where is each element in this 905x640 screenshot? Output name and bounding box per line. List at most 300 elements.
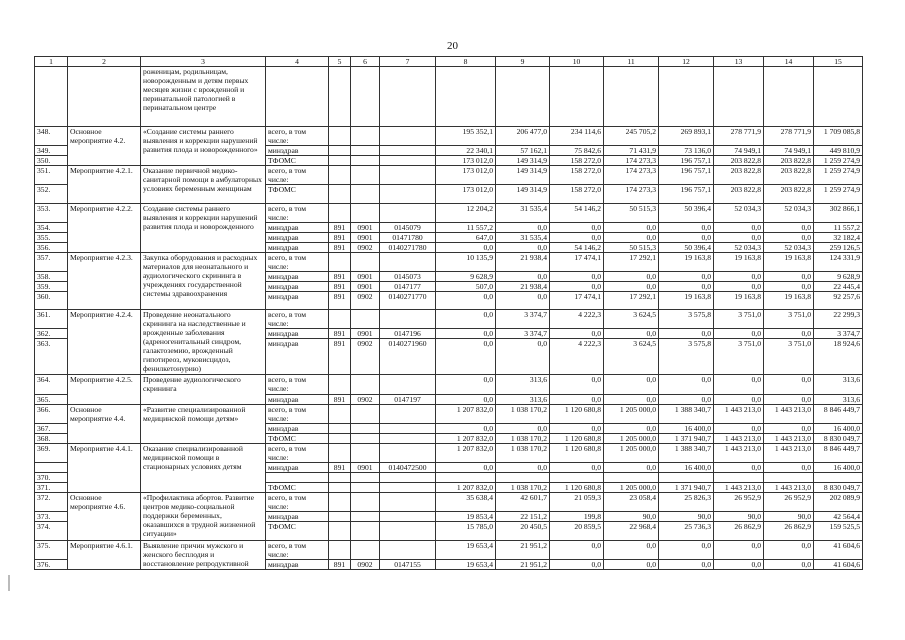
value-cell: 1 709 085,8	[814, 127, 863, 146]
value-cell: 174 273,3	[604, 156, 659, 166]
value-cell: 16 400,0	[659, 463, 714, 473]
value-cell: 0,0	[764, 424, 814, 434]
funding-source-cell: всего, в том числе:	[266, 541, 329, 560]
value-cell: 0,0	[604, 233, 659, 243]
code-cell	[351, 434, 380, 444]
code-cell	[380, 185, 436, 204]
value-cell: 159 525,5	[814, 522, 863, 541]
value-cell: 22 340,1	[436, 146, 496, 156]
row-number-cell: 363.	[35, 339, 68, 375]
event-cell: Основное мероприятие 4.6.	[68, 493, 141, 541]
code-cell	[329, 522, 351, 541]
column-number: 13	[714, 57, 764, 67]
code-cell: 891	[329, 329, 351, 339]
value-cell: 17 292,1	[604, 292, 659, 310]
value-cell: 8 846 449,7	[814, 444, 863, 463]
value-cell: 18 924,6	[814, 339, 863, 375]
value-cell: 1 371 940,7	[659, 434, 714, 444]
value-cell: 4 222,3	[550, 339, 604, 375]
code-cell	[329, 434, 351, 444]
value-cell: 1 205 000,0	[604, 434, 659, 444]
code-cell: 0902	[351, 292, 380, 310]
value-cell	[550, 67, 604, 127]
code-cell: 891	[329, 233, 351, 243]
value-cell: 19 653,4	[436, 560, 496, 570]
code-cell	[329, 166, 351, 185]
code-cell	[380, 204, 436, 223]
row-number-cell: 361.	[35, 310, 68, 329]
value-cell: 3 624,5	[604, 339, 659, 375]
value-cell: 0,0	[604, 463, 659, 473]
value-cell: 302 866,1	[814, 204, 863, 223]
value-cell: 0,0	[659, 233, 714, 243]
code-cell: 891	[329, 463, 351, 473]
value-cell: 1 371 940,7	[659, 483, 714, 493]
value-cell: 0,0	[436, 339, 496, 375]
row-number-cell: 370.	[35, 473, 68, 483]
table-row	[35, 405, 863, 424]
value-cell: 19 163,8	[764, 292, 814, 310]
row-number-cell: 356.	[35, 243, 68, 253]
value-cell: 203 822,8	[714, 166, 764, 185]
value-cell: 203 822,8	[714, 185, 764, 204]
code-cell: 0901	[351, 223, 380, 233]
value-cell: 0,0	[436, 375, 496, 395]
value-cell: 0,0	[604, 395, 659, 405]
value-cell: 195 352,1	[436, 127, 496, 146]
budget-table	[34, 56, 863, 570]
value-cell: 1 207 832,0	[436, 405, 496, 424]
value-cell: 647,0	[436, 233, 496, 243]
column-number: 3	[141, 57, 266, 67]
value-cell: 0,0	[659, 272, 714, 282]
funding-source-cell: всего, в том числе:	[266, 375, 329, 395]
code-cell	[351, 166, 380, 185]
event-name-cell: роженицам, родильницам, новорожденным и детям первых месяцев жизни с врожденной и перинатальной патологией в перинатальном центре	[141, 67, 266, 127]
event-cell: Мероприятие 4.2.3.	[68, 253, 141, 310]
value-cell: 0,0	[604, 424, 659, 434]
funding-source-cell: всего, в том числе:	[266, 127, 329, 146]
value-cell: 74 949,1	[764, 146, 814, 156]
value-cell: 278 771,9	[764, 127, 814, 146]
value-cell: 54 146,2	[550, 243, 604, 253]
value-cell: 196 757,1	[659, 166, 714, 185]
row-number-cell: 360.	[35, 292, 68, 310]
value-cell: 203 822,8	[764, 185, 814, 204]
value-cell: 0,0	[496, 272, 550, 282]
code-cell: 0147155	[380, 560, 436, 570]
value-cell	[814, 67, 863, 127]
value-cell: 74 949,1	[714, 146, 764, 156]
value-cell	[764, 67, 814, 127]
code-cell	[329, 310, 351, 329]
value-cell: 9 628,9	[814, 272, 863, 282]
code-cell: 01471780	[380, 233, 436, 243]
value-cell: 17 292,1	[604, 253, 659, 272]
table-row	[35, 166, 863, 185]
value-cell: 173 012,0	[436, 166, 496, 185]
value-cell: 22 151,2	[496, 512, 550, 522]
value-cell: 0,0	[659, 375, 714, 395]
value-cell: 1 443 213,0	[714, 434, 764, 444]
code-cell	[380, 434, 436, 444]
code-cell: 0147196	[380, 329, 436, 339]
value-cell: 149 314,9	[496, 156, 550, 166]
value-cell: 0,0	[714, 272, 764, 282]
value-cell: 19 163,8	[764, 253, 814, 272]
event-name-cell: «Профилактика абортов. Развитие центров медико-социальной поддержки беременных, оказавшихся в трудной жизненной ситуации»	[141, 493, 266, 541]
row-number-cell	[35, 463, 68, 473]
value-cell: 3 751,0	[714, 310, 764, 329]
value-cell: 0,0	[550, 375, 604, 395]
code-cell	[351, 375, 380, 395]
value-cell: 0,0	[659, 395, 714, 405]
value-cell: 0,0	[550, 233, 604, 243]
value-cell: 0,0	[604, 329, 659, 339]
code-cell	[351, 522, 380, 541]
code-cell	[329, 483, 351, 493]
code-cell: 891	[329, 560, 351, 570]
value-cell: 0,0	[550, 560, 604, 570]
code-cell: 0140271960	[380, 339, 436, 375]
funding-source-cell: минздрав	[266, 424, 329, 434]
value-cell: 26 952,9	[714, 493, 764, 512]
value-cell: 3 751,0	[764, 339, 814, 375]
column-number: 2	[68, 57, 141, 67]
value-cell: 1 259 274,9	[814, 166, 863, 185]
value-cell: 0,0	[436, 395, 496, 405]
value-cell: 32 182,4	[814, 233, 863, 243]
code-cell	[329, 375, 351, 395]
code-cell	[329, 156, 351, 166]
code-cell: 891	[329, 339, 351, 375]
column-number: 15	[814, 57, 863, 67]
table-row	[35, 493, 863, 512]
value-cell: 0,0	[604, 223, 659, 233]
event-cell: Мероприятие 4.2.5.	[68, 375, 141, 405]
value-cell: 313,6	[814, 395, 863, 405]
code-cell: 0902	[351, 395, 380, 405]
table-row	[35, 541, 863, 560]
funding-source-cell: ТФОМС	[266, 483, 329, 493]
value-cell: 149 314,9	[496, 166, 550, 185]
table-row	[35, 204, 863, 223]
funding-source-cell: минздрав	[266, 463, 329, 473]
value-cell: 1 205 000,0	[604, 483, 659, 493]
row-number-cell: 369.	[35, 444, 68, 463]
row-number-cell: 376.	[35, 560, 68, 570]
value-cell: 158 272,0	[550, 156, 604, 166]
row-number-cell: 351.	[35, 166, 68, 185]
value-cell: 8 830 049,7	[814, 483, 863, 493]
code-cell	[351, 424, 380, 434]
code-cell: 891	[329, 395, 351, 405]
code-cell	[329, 473, 351, 483]
row-number-cell: 365.	[35, 395, 68, 405]
code-cell	[380, 405, 436, 424]
value-cell: 173 012,0	[436, 185, 496, 204]
value-cell: 1 388 340,7	[659, 405, 714, 424]
value-cell: 0,0	[659, 329, 714, 339]
value-cell: 0,0	[436, 424, 496, 434]
value-cell: 26 952,9	[764, 493, 814, 512]
value-cell: 75 842,6	[550, 146, 604, 156]
code-cell	[351, 483, 380, 493]
value-cell: 0,0	[764, 282, 814, 292]
value-cell: 3 751,0	[764, 310, 814, 329]
value-cell: 269 893,1	[659, 127, 714, 146]
code-cell: 0901	[351, 282, 380, 292]
value-cell: 17 474,1	[550, 253, 604, 272]
funding-source-cell: минздрав	[266, 395, 329, 405]
value-cell: 50 515,3	[604, 204, 659, 223]
code-cell	[329, 146, 351, 156]
value-cell: 19 163,8	[714, 292, 764, 310]
funding-source-cell: минздрав	[266, 339, 329, 375]
event-cell: Мероприятие 4.2.1.	[68, 166, 141, 204]
value-cell: 203 822,8	[764, 166, 814, 185]
funding-source-cell: минздрав	[266, 146, 329, 156]
code-cell	[380, 493, 436, 512]
value-cell: 3 374,7	[496, 329, 550, 339]
value-cell: 19 853,4	[436, 512, 496, 522]
value-cell: 8 830 049,7	[814, 434, 863, 444]
event-name-cell: Закупка оборудования и расходных материалов для неонатального и аудиологического скрининга в учреждениях государственной системы здравоохранения	[141, 253, 266, 310]
value-cell: 234 114,6	[550, 127, 604, 146]
value-cell: 1 388 340,7	[659, 444, 714, 463]
page-number: 20	[447, 40, 458, 52]
code-cell	[351, 185, 380, 204]
value-cell: 3 751,0	[714, 339, 764, 375]
value-cell: 1 259 274,9	[814, 156, 863, 166]
code-cell: 0147177	[380, 282, 436, 292]
code-cell: 0901	[351, 463, 380, 473]
code-cell: 0145079	[380, 223, 436, 233]
code-cell	[329, 424, 351, 434]
value-cell: 22 968,4	[604, 522, 659, 541]
value-cell: 21 938,4	[496, 282, 550, 292]
table-row	[35, 127, 863, 146]
code-cell	[351, 541, 380, 560]
value-cell: 203 822,8	[764, 156, 814, 166]
value-cell: 21 951,2	[496, 541, 550, 560]
value-cell: 313,6	[814, 375, 863, 395]
code-cell	[351, 493, 380, 512]
row-number-cell: 374.	[35, 522, 68, 541]
code-cell	[380, 253, 436, 272]
code-cell: 0140472500	[380, 463, 436, 473]
value-cell: 23 058,4	[604, 493, 659, 512]
row-number-cell: 353.	[35, 204, 68, 223]
value-cell: 0,0	[659, 282, 714, 292]
value-cell: 0,0	[714, 424, 764, 434]
value-cell	[659, 67, 714, 127]
value-cell: 313,6	[496, 395, 550, 405]
funding-source-cell: минздрав	[266, 223, 329, 233]
value-cell: 0,0	[714, 375, 764, 395]
value-cell: 3 374,7	[496, 310, 550, 329]
value-cell: 0,0	[714, 223, 764, 233]
value-cell: 0,0	[764, 395, 814, 405]
code-cell	[329, 541, 351, 560]
value-cell: 0,0	[714, 541, 764, 560]
value-cell: 42 601,7	[496, 493, 550, 512]
funding-source-cell: минздрав	[266, 512, 329, 522]
funding-source-cell: минздрав	[266, 329, 329, 339]
value-cell: 20 859,5	[550, 522, 604, 541]
code-cell	[380, 512, 436, 522]
value-cell: 0,0	[496, 424, 550, 434]
code-cell	[380, 424, 436, 434]
value-cell: 42 564,4	[814, 512, 863, 522]
value-cell: 41 604,6	[814, 541, 863, 560]
value-cell: 1 038 170,2	[496, 444, 550, 463]
value-cell: 0,0	[714, 395, 764, 405]
value-cell: 21 938,4	[496, 253, 550, 272]
value-cell	[764, 473, 814, 483]
funding-source-cell	[266, 67, 329, 127]
value-cell: 26 862,9	[764, 522, 814, 541]
code-cell	[380, 473, 436, 483]
value-cell: 278 771,9	[714, 127, 764, 146]
value-cell: 1 443 213,0	[764, 444, 814, 463]
row-number-cell: 375.	[35, 541, 68, 560]
value-cell: 11 557,2	[814, 223, 863, 233]
value-cell: 52 034,3	[764, 204, 814, 223]
value-cell: 0,0	[604, 375, 659, 395]
code-cell: 0145073	[380, 272, 436, 282]
value-cell: 199,8	[550, 512, 604, 522]
value-cell: 90,0	[659, 512, 714, 522]
value-cell: 0,0	[550, 282, 604, 292]
value-cell: 449 810,9	[814, 146, 863, 156]
funding-source-cell: ТФОМС	[266, 185, 329, 204]
value-cell: 158 272,0	[550, 185, 604, 204]
value-cell: 203 822,8	[714, 156, 764, 166]
row-number-cell: 364.	[35, 375, 68, 395]
value-cell: 50 515,3	[604, 243, 659, 253]
value-cell: 0,0	[550, 329, 604, 339]
value-cell: 196 757,1	[659, 185, 714, 204]
value-cell: 0,0	[436, 310, 496, 329]
code-cell: 0140271780	[380, 243, 436, 253]
value-cell	[604, 473, 659, 483]
value-cell: 9 628,9	[436, 272, 496, 282]
code-cell: 0901	[351, 329, 380, 339]
value-cell: 1 205 000,0	[604, 405, 659, 424]
value-cell: 8 846 449,7	[814, 405, 863, 424]
value-cell	[550, 473, 604, 483]
value-cell: 0,0	[436, 243, 496, 253]
table-row	[35, 67, 863, 127]
value-cell: 0,0	[550, 424, 604, 434]
value-cell: 0,0	[714, 329, 764, 339]
value-cell: 0,0	[764, 375, 814, 395]
row-number-cell: 367.	[35, 424, 68, 434]
value-cell: 0,0	[764, 463, 814, 473]
value-cell: 0,0	[659, 560, 714, 570]
event-cell: Мероприятие 4.2.2.	[68, 204, 141, 253]
code-cell: 891	[329, 282, 351, 292]
table-row	[35, 253, 863, 272]
value-cell: 245 705,2	[604, 127, 659, 146]
row-number-cell: 371.	[35, 483, 68, 493]
value-cell: 0,0	[764, 233, 814, 243]
event-name-cell: Оказание специализированной медицинской помощи в стационарных условиях детям	[141, 444, 266, 493]
value-cell: 0,0	[604, 282, 659, 292]
value-cell: 158 272,0	[550, 166, 604, 185]
value-cell: 57 162,1	[496, 146, 550, 156]
code-cell	[380, 166, 436, 185]
value-cell	[814, 473, 863, 483]
value-cell	[496, 67, 550, 127]
code-cell	[380, 310, 436, 329]
column-number: 11	[604, 57, 659, 67]
value-cell: 52 034,3	[714, 243, 764, 253]
value-cell: 1 443 213,0	[764, 405, 814, 424]
value-cell: 0,0	[659, 541, 714, 560]
code-cell	[351, 444, 380, 463]
value-cell: 0,0	[714, 463, 764, 473]
row-number-cell: 355.	[35, 233, 68, 243]
code-cell	[329, 512, 351, 522]
value-cell: 1 443 213,0	[714, 444, 764, 463]
value-cell: 25 826,3	[659, 493, 714, 512]
value-cell: 41 604,6	[814, 560, 863, 570]
event-cell: Основное мероприятие 4.2.	[68, 127, 141, 166]
funding-source-cell: всего, в том числе:	[266, 253, 329, 272]
value-cell: 31 535,4	[496, 233, 550, 243]
value-cell: 35 638,4	[436, 493, 496, 512]
funding-source-cell: всего, в том числе:	[266, 405, 329, 424]
code-cell	[329, 185, 351, 204]
value-cell: 1 207 832,0	[436, 444, 496, 463]
value-cell: 0,0	[550, 395, 604, 405]
code-cell	[351, 405, 380, 424]
value-cell	[659, 473, 714, 483]
code-cell	[329, 444, 351, 463]
code-cell: 0140271770	[380, 292, 436, 310]
code-cell	[351, 310, 380, 329]
code-cell	[351, 473, 380, 483]
value-cell: 90,0	[764, 512, 814, 522]
column-number: 6	[351, 57, 380, 67]
value-cell: 173 012,0	[436, 156, 496, 166]
value-cell: 0,0	[496, 243, 550, 253]
value-cell: 1 120 680,8	[550, 483, 604, 493]
value-cell: 1 038 170,2	[496, 434, 550, 444]
row-number-cell: 368.	[35, 434, 68, 444]
code-cell	[380, 127, 436, 146]
row-number-cell: 357.	[35, 253, 68, 272]
value-cell: 1 120 680,8	[550, 405, 604, 424]
code-cell	[380, 522, 436, 541]
event-name-cell: Создание системы раннего выявления и коррекции нарушений развития плода и новорожденного	[141, 204, 266, 253]
value-cell: 1 443 213,0	[764, 434, 814, 444]
code-cell: 891	[329, 223, 351, 233]
code-cell	[380, 541, 436, 560]
value-cell: 0,0	[764, 223, 814, 233]
row-number-cell: 362.	[35, 329, 68, 339]
code-cell: 0902	[351, 243, 380, 253]
value-cell: 19 653,4	[436, 541, 496, 560]
event-name-cell: Выявление причин мужского и женского бесплодия и восстановление репродуктивной	[141, 541, 266, 570]
value-cell: 196 757,1	[659, 156, 714, 166]
value-cell: 0,0	[604, 541, 659, 560]
value-cell: 3 575,8	[659, 339, 714, 375]
code-cell	[351, 253, 380, 272]
funding-source-cell: всего, в том числе:	[266, 444, 329, 463]
